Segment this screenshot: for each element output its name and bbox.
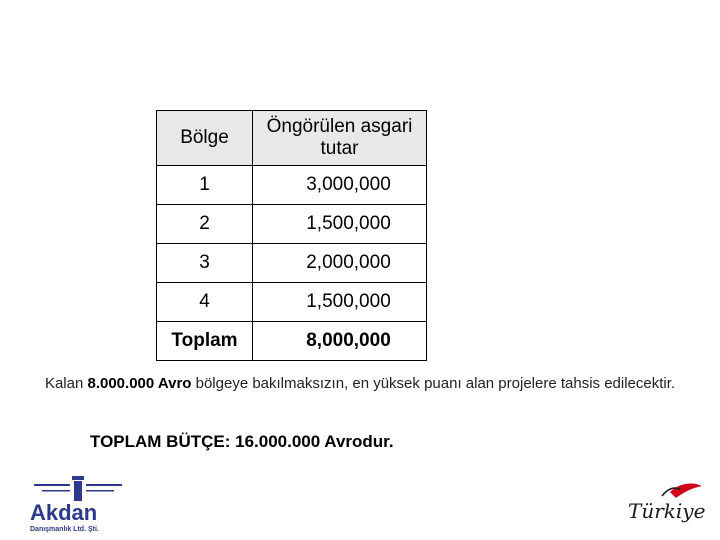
cell-total-amount: 8,000,000 <box>253 322 427 361</box>
cell-region: 2 <box>157 205 253 244</box>
cell-amount: 1,500,000 <box>253 283 427 322</box>
akdan-logo-name: Akdan <box>30 500 98 525</box>
allocation-note <box>0 375 720 392</box>
note-post: bölgeye bakılmaksızın, en yüksek puanı alan projelere tahsis edilecektir. <box>191 375 676 392</box>
table-row <box>157 283 427 322</box>
akdan-logo-subtitle: Danışmanlık Ltd. Şti. <box>30 526 99 533</box>
note-pre: Kalan <box>44 375 88 392</box>
cell-region: 4 <box>157 283 253 322</box>
akdan-logo <box>24 474 140 534</box>
table-total-row <box>157 322 427 361</box>
turkiye-logo-name: Türkiye <box>628 499 706 523</box>
cell-amount: 1,500,000 <box>253 205 427 244</box>
table-header-row <box>157 111 427 166</box>
header-region: Bölge <box>157 111 253 166</box>
total-budget-line: TOPLAM BÜTÇE: 16.000.000 Avrodur. <box>90 432 394 451</box>
table-row <box>157 166 427 205</box>
table-row <box>157 205 427 244</box>
cell-total-label: Toplam <box>157 322 253 361</box>
cell-region: 3 <box>157 244 253 283</box>
cell-amount: 2,000,000 <box>253 244 427 283</box>
cell-region: 1 <box>157 166 253 205</box>
turkiye-logo <box>622 478 714 530</box>
header-amount: Öngörülen asgari tutar <box>253 111 427 166</box>
cell-amount: 3,000,000 <box>253 166 427 205</box>
regional-allocation-table <box>156 110 427 361</box>
table-row <box>157 244 427 283</box>
note-amount: 8.000.000 Avro <box>87 375 192 392</box>
